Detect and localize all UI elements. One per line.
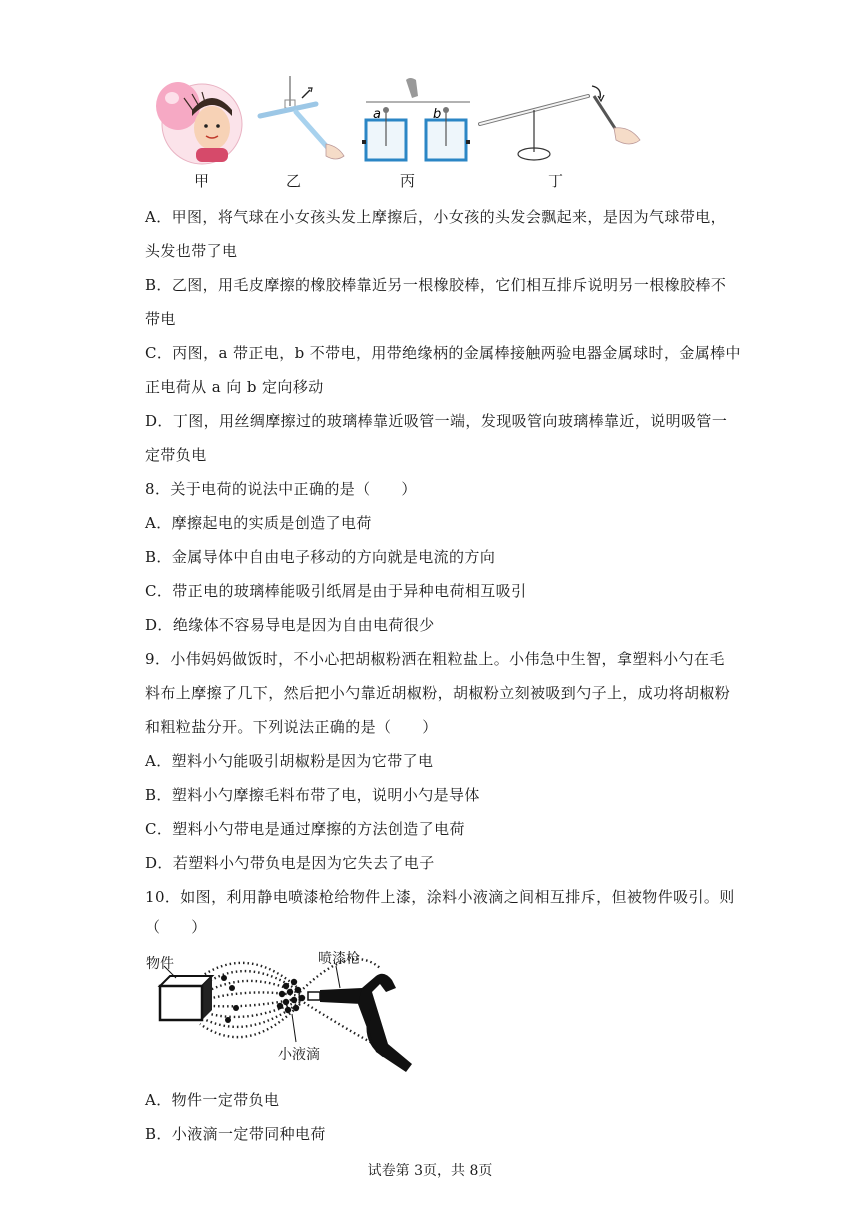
q7-option-a-line1: A．甲图，将气球在小女孩头发上摩擦后，小女孩的头发会飘起来，是因为气球带电， bbox=[145, 208, 727, 226]
page-footer: 试卷第 3页，共 8页 bbox=[367, 1163, 493, 1179]
q9-option-a: A．塑料小勺能吸引胡椒粉是因为它带了电 bbox=[145, 752, 434, 770]
q9-option-b: B．塑料小勺摩擦毛料布带了电，说明小勺是导体 bbox=[145, 786, 480, 804]
girl-balloon-illustration bbox=[156, 82, 242, 164]
label-object: 物件 bbox=[146, 956, 174, 972]
q10-stem-line1: 10．如图，利用静电喷漆枪给物件上漆，涂料小液滴之间相互排斥，但被物件吸引。则 bbox=[145, 888, 735, 906]
q8-option-b: B．金属导体中自由电子移动的方向就是电流的方向 bbox=[145, 548, 496, 566]
q7-option-d-line2: 定带负电 bbox=[145, 446, 207, 464]
q7-option-a-line2: 头发也带了电 bbox=[145, 242, 238, 260]
q7-option-c-line1: C．丙图，a 带正电，b 不带电，用带绝缘柄的金属棒接触两验电器金属球时，金属棒中 bbox=[145, 344, 741, 362]
q8-stem: 8．关于电荷的说法中正确的是（ ） bbox=[145, 480, 417, 498]
electroscope-label-a: a bbox=[373, 107, 381, 122]
q7-option-d-line1: D．丁图，用丝绸摩擦过的玻璃棒靠近吸管一端，发现吸管向玻璃棒靠近，说明吸管一 bbox=[145, 412, 728, 430]
q8-option-a: A．摩擦起电的实质是创造了电荷 bbox=[145, 514, 372, 532]
figure-label-yi: 乙 bbox=[286, 172, 302, 190]
q9-option-c: C．塑料小勺带电是通过摩擦的方法创造了电荷 bbox=[145, 820, 465, 838]
q8-option-d: D．绝缘体不容易导电是因为自由电荷很少 bbox=[145, 616, 435, 634]
q7-option-b-line2: 带电 bbox=[145, 310, 176, 328]
q7-option-c-line2: 正电荷从 a 向 b 定向移动 bbox=[145, 378, 324, 396]
straw-stand-illustration bbox=[480, 86, 640, 160]
leader-droplet bbox=[292, 1014, 296, 1042]
q7-option-b-line1: B．乙图，用毛皮摩擦的橡胶棒靠近另一根橡胶棒，它们相互排斥说明另一根橡胶棒不 bbox=[145, 276, 727, 294]
suspended-rod-illustration bbox=[260, 76, 344, 159]
leader-gun bbox=[336, 966, 340, 988]
q9-stem-line2: 料布上摩擦了几下，然后把小勺靠近胡椒粉，胡椒粉立刻被吸到勺子上，成功将胡椒粉 bbox=[145, 684, 731, 702]
electroscope-label-b: b bbox=[433, 107, 442, 122]
q10-option-b: B．小液滴一定带同种电荷 bbox=[145, 1125, 326, 1143]
q8-option-c: C．带正电的玻璃棒能吸引纸屑是由于异种电荷相互吸引 bbox=[145, 582, 527, 600]
q9-option-d: D．若塑料小勺带负电是因为它失去了电子 bbox=[145, 854, 435, 872]
figure-label-jia: 甲 bbox=[194, 172, 210, 190]
object-box bbox=[160, 976, 212, 1020]
q7-figure bbox=[140, 76, 660, 166]
q9-stem-line1: 9．小伟妈妈做饭时，不小心把胡椒粉洒在粗粒盐上。小伟急中生智，拿塑料小勺在毛 bbox=[145, 650, 725, 668]
q9-stem-line3: 和粗粒盐分开。下列说法正确的是（ ） bbox=[145, 718, 438, 736]
electroscopes-illustration bbox=[362, 78, 470, 160]
figure-label-ding: 丁 bbox=[548, 172, 564, 190]
q10-option-a: A．物件一定带负电 bbox=[145, 1091, 280, 1109]
figure-label-bing: 丙 bbox=[400, 172, 416, 190]
label-spray-gun: 喷漆枪 bbox=[318, 951, 360, 967]
q10-stem-line2: （ ） bbox=[145, 918, 207, 936]
label-droplet: 小液滴 bbox=[278, 1047, 320, 1063]
